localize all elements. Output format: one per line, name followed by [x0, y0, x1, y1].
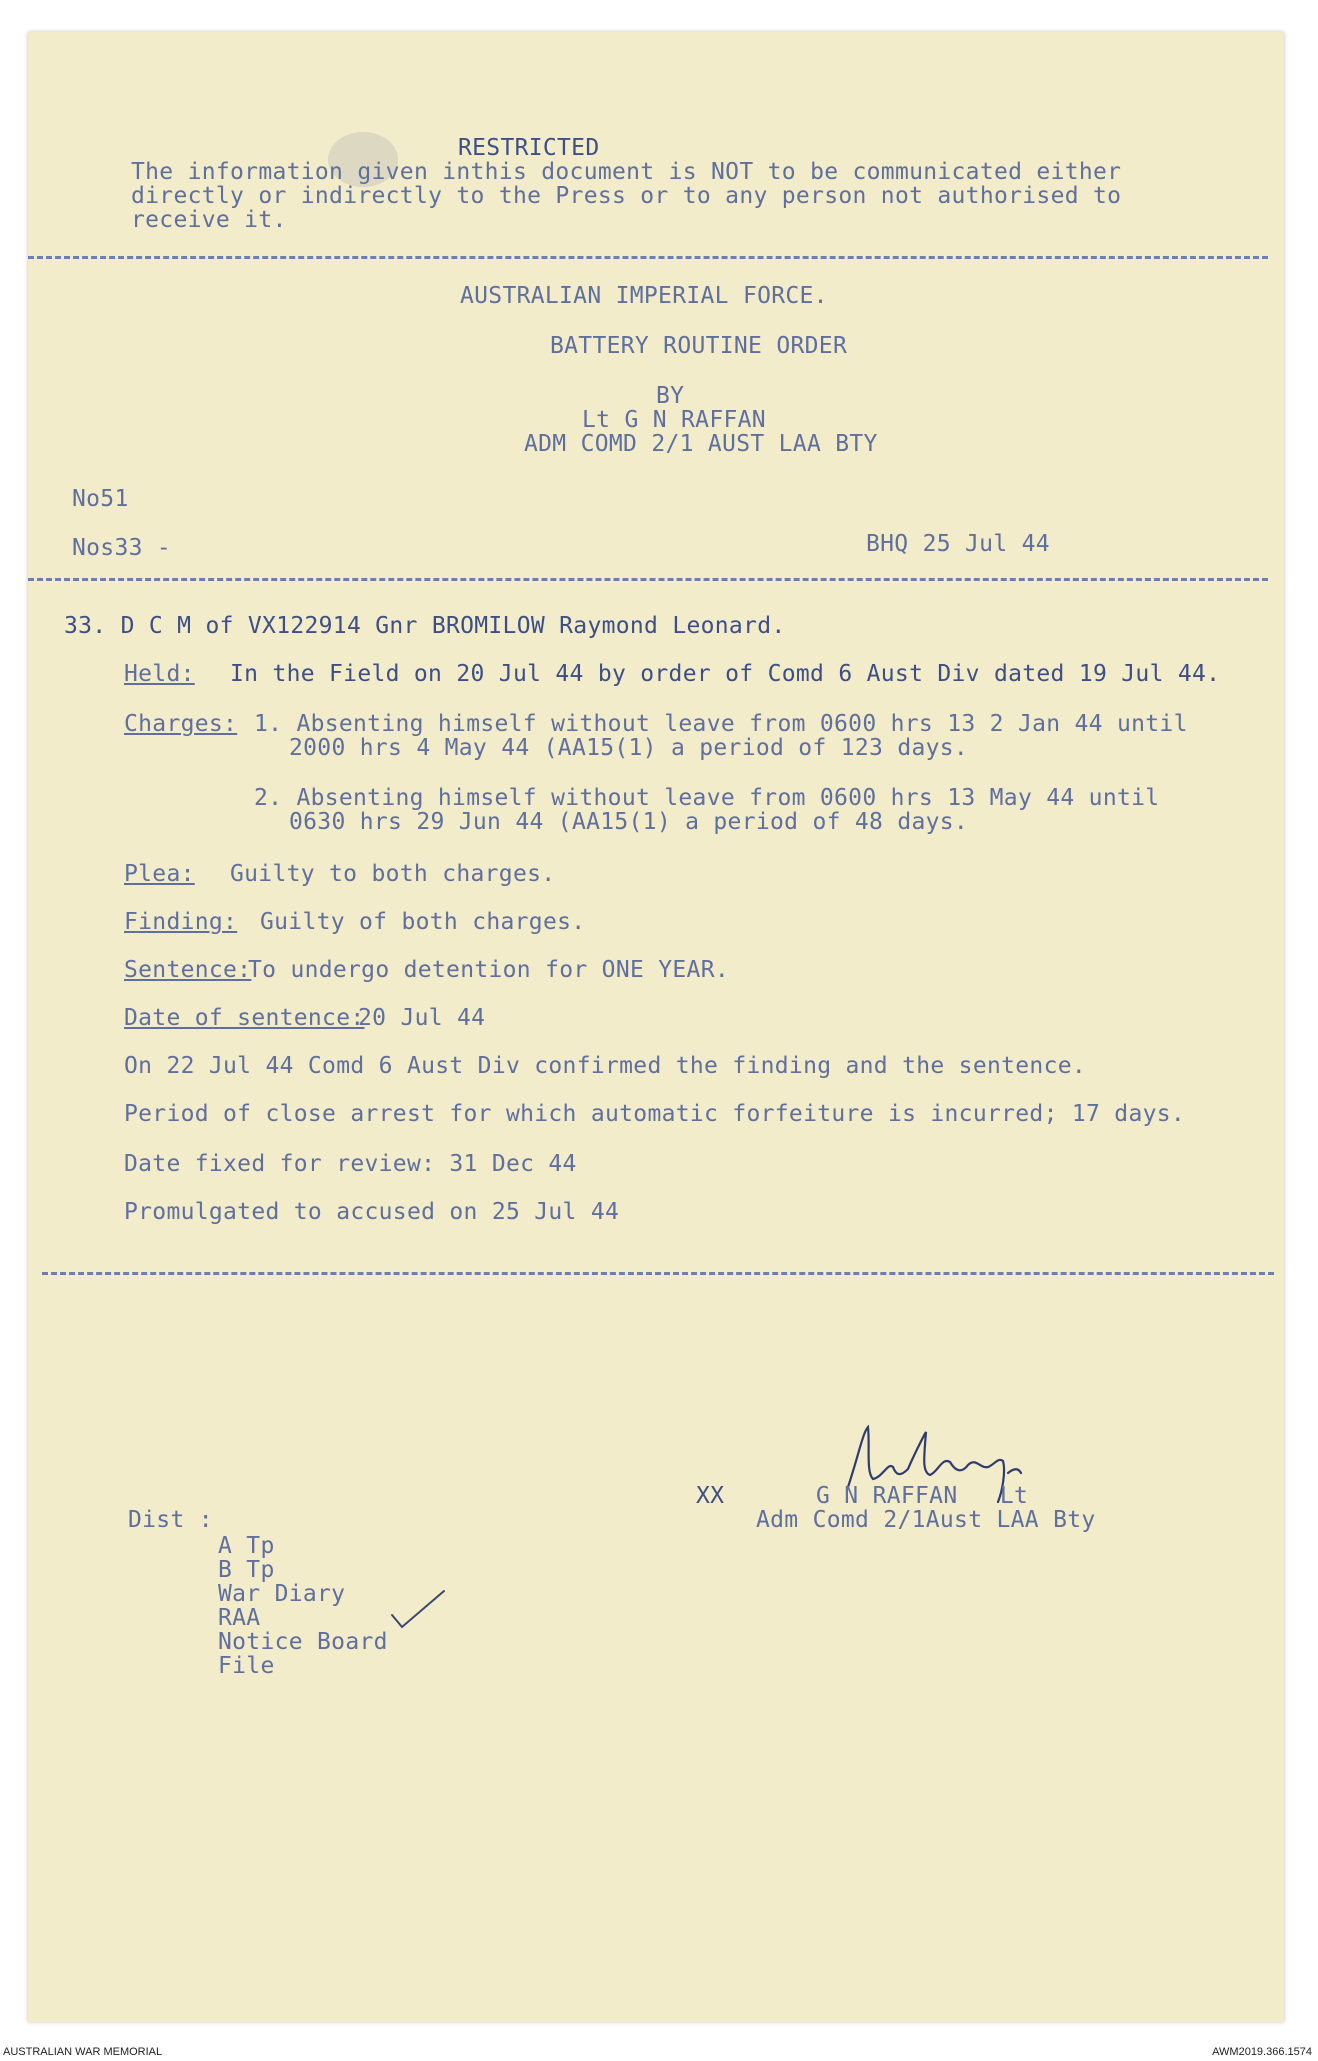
finding-label: Finding:: [124, 909, 238, 935]
officer-appointment: ADM COMD 2/1 AUST LAA BTY: [524, 431, 878, 457]
footer-accession-number: AWM2019.366.1574: [1212, 2046, 1312, 2058]
distribution-item: Notice Board: [218, 1629, 388, 1655]
date-of-sentence-label: Date of sentence:: [124, 1005, 365, 1031]
notice-line-2: directly or indirectly to the Press or to any person not authorised to: [131, 183, 1122, 209]
date-of-sentence-text: 20 Jul 44: [358, 1005, 486, 1031]
order-number: No51: [72, 486, 129, 512]
distribution-label: Dist :: [128, 1507, 213, 1533]
distribution-item: B Tp: [218, 1557, 275, 1583]
notice-line-1: The information given inthis document is NOT to be communicated either: [131, 159, 1122, 185]
charge-2-line-2: 0630 hrs 29 Jun 44 (AA15(1) a period of 48 days.: [289, 809, 969, 835]
signatory-name: G N RAFFAN Lt: [816, 1483, 1029, 1509]
close-arrest-text: Period of close arrest for which automatic forfeiture is incurred; 17 days.: [124, 1101, 1186, 1127]
distribution-item: War Diary: [218, 1581, 346, 1607]
distribution-item: RAA: [218, 1605, 261, 1631]
order-type: BATTERY ROUTINE ORDER: [550, 333, 848, 359]
charges-label: Charges:: [124, 711, 238, 737]
location-date: BHQ 25 Jul 44: [866, 531, 1050, 557]
bottom-divider: [42, 1272, 1274, 1275]
plea-label: Plea:: [124, 861, 195, 887]
sentence-label: Sentence:: [124, 957, 252, 983]
item-heading: 33. D C M of VX122914 Gnr BROMILOW Raymond Leonard.: [64, 613, 786, 639]
sentence-text: To undergo detention for ONE YEAR.: [248, 957, 730, 983]
top-divider: [28, 256, 1268, 259]
xx-mark: XX: [696, 1483, 725, 1509]
by-label: BY: [656, 383, 685, 409]
checkmark-icon: [388, 1587, 448, 1631]
held-label: Held:: [124, 661, 195, 687]
review-date-text: Date fixed for review: 31 Dec 44: [124, 1151, 577, 1177]
plea-text: Guilty to both charges.: [230, 861, 556, 887]
distribution-item: File: [218, 1653, 275, 1679]
distribution-item: A Tp: [218, 1533, 275, 1559]
held-text: In the Field on 20 Jul 44 by order of Comd 6 Aust Div dated 19 Jul 44.: [230, 661, 1221, 687]
confirmation-text: On 22 Jul 44 Comd 6 Aust Div confirmed the finding and the sentence.: [124, 1053, 1087, 1079]
document-paper: [28, 32, 1284, 2022]
promulgated-text: Promulgated to accused on 25 Jul 44: [124, 1199, 620, 1225]
footer-institution: AUSTRALIAN WAR MEMORIAL: [3, 2046, 163, 2058]
charge-2-line-1: 2. Absenting himself without leave from 0600 hrs 13 May 44 until: [254, 785, 1160, 811]
force-title: AUSTRALIAN IMPERIAL FORCE.: [460, 283, 828, 309]
item-numbers: Nos33 -: [72, 535, 172, 561]
mid-divider: [28, 578, 1268, 581]
classification-label: RESTRICTED: [458, 135, 600, 161]
notice-line-3: receive it.: [131, 207, 287, 233]
finding-text: Guilty of both charges.: [260, 909, 586, 935]
charge-1-line-1: 1. Absenting himself without leave from 0600 hrs 13 2 Jan 44 until: [254, 711, 1188, 737]
charge-1-line-2: 2000 hrs 4 May 44 (AA15(1) a period of 123 days.: [289, 735, 969, 761]
officer-name: Lt G N RAFFAN: [582, 407, 766, 433]
signatory-appointment: Adm Comd 2/1Aust LAA Bty: [756, 1507, 1096, 1533]
